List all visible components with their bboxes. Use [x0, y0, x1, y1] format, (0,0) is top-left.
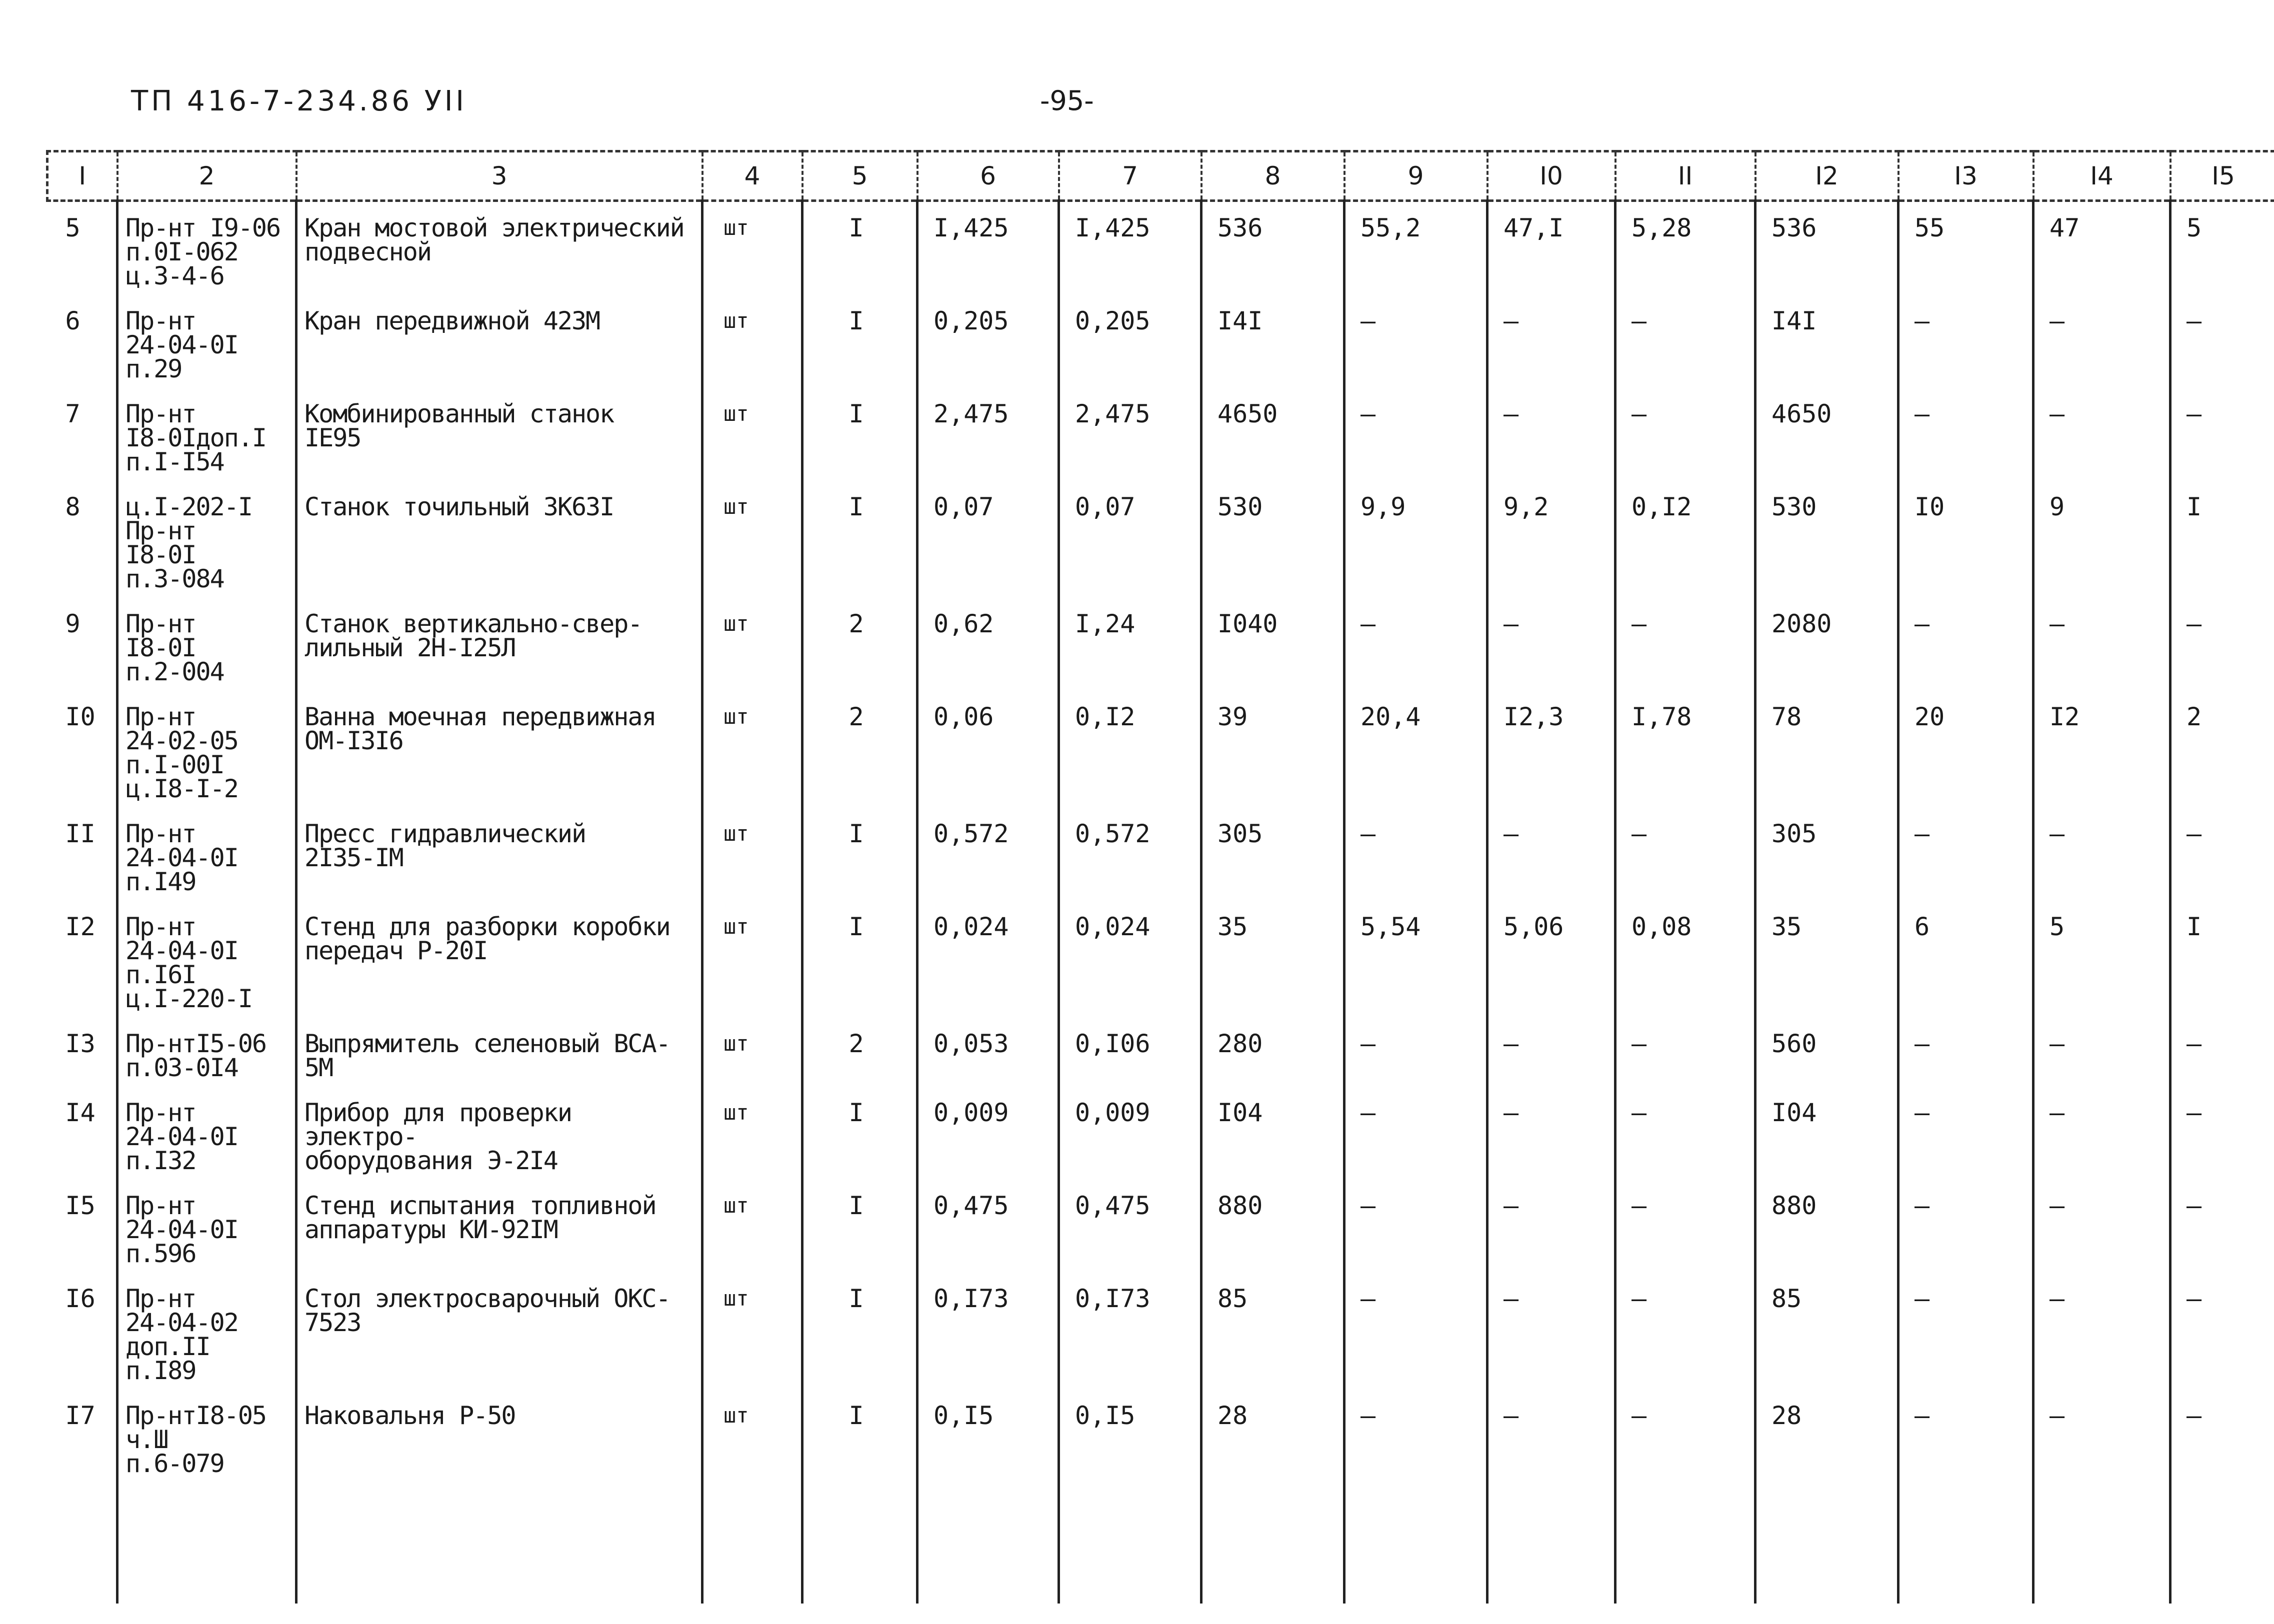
col8-cell: 880 — [1202, 1180, 1344, 1273]
quantity-cell: 2 — [802, 1018, 918, 1087]
specification-table — [46, 150, 2274, 1604]
document-header — [0, 85, 2274, 130]
table-row — [48, 1087, 2274, 1180]
col14-cell: 5 — [2034, 901, 2170, 1018]
col9-cell: – — [1344, 1273, 1488, 1390]
quantity-cell: I — [802, 481, 918, 598]
col13-cell: – — [1898, 1390, 2034, 1483]
quantity-cell: I — [802, 295, 918, 388]
column-header-7: 7 — [1059, 151, 1202, 201]
col8-cell: 530 — [1202, 481, 1344, 598]
col7-cell: 2,475 — [1059, 388, 1202, 481]
col13-cell: – — [1898, 295, 2034, 388]
column-header-14: I4 — [2034, 151, 2170, 201]
col13-cell: 55 — [1898, 201, 2034, 295]
col12-cell: 536 — [1756, 201, 1898, 295]
col11-cell: – — [1616, 388, 1756, 481]
column-header-row — [48, 151, 2274, 201]
col14-cell: – — [2034, 1390, 2170, 1483]
col11-cell: – — [1616, 1180, 1756, 1273]
empty-cell — [2170, 1483, 2274, 1604]
table-row — [48, 1273, 2274, 1390]
row-number-cell: I6 — [65, 1284, 96, 1313]
col10-cell: 47,I — [1488, 201, 1616, 295]
col6-cell: 0,06 — [918, 691, 1059, 808]
col13-cell: – — [1898, 1273, 2034, 1390]
col7-cell: 0,009 — [1059, 1087, 1202, 1180]
col15-cell: I — [2170, 481, 2274, 598]
col9-cell: – — [1344, 598, 1488, 691]
column-header-15: I5 — [2170, 151, 2274, 201]
col15-cell: – — [2170, 295, 2274, 388]
empty-cell — [1202, 1483, 1344, 1604]
reference-cell: Пр-нт 24-04-0I п.I49 — [118, 808, 296, 901]
row-number-cell: I3 — [65, 1029, 96, 1058]
table-row — [48, 201, 2274, 295]
table-row — [48, 1018, 2274, 1087]
col12-cell: 305 — [1756, 808, 1898, 901]
col7-cell: 0,I2 — [1059, 691, 1202, 808]
unit-cell: шт — [702, 901, 802, 1018]
col9-cell: 55,2 — [1344, 201, 1488, 295]
col6-cell: 0,07 — [918, 481, 1059, 598]
col9-cell: – — [1344, 1390, 1488, 1483]
col12-cell: 4650 — [1756, 388, 1898, 481]
col9-cell: – — [1344, 388, 1488, 481]
equipment-name-cell: Кран мостовой электрический подвесной — [296, 201, 702, 295]
col7-cell: 0,572 — [1059, 808, 1202, 901]
unit-cell: шт — [702, 201, 802, 295]
unit-cell: шт — [702, 388, 802, 481]
col12-cell: 2080 — [1756, 598, 1898, 691]
equipment-name-cell: Кран передвижной 423М — [296, 295, 702, 388]
col8-cell: I04 — [1202, 1087, 1344, 1180]
column-header-8: 8 — [1202, 151, 1344, 201]
col13-cell: – — [1898, 598, 2034, 691]
unit-cell: шт — [702, 1180, 802, 1273]
col8-cell: 35 — [1202, 901, 1344, 1018]
col15-cell: – — [2170, 1390, 2274, 1483]
reference-cell: Пр-нт 24-04-0I п.I32 — [118, 1087, 296, 1180]
equipment-name-cell: Ванна моечная передвижная ОМ-I3I6 — [296, 691, 702, 808]
col14-cell: – — [2034, 295, 2170, 388]
col15-cell: – — [2170, 808, 2274, 901]
col11-cell: – — [1616, 598, 1756, 691]
column-header-4: 4 — [702, 151, 802, 201]
unit-cell: шт — [702, 691, 802, 808]
col10-cell: – — [1488, 388, 1616, 481]
quantity-cell: I — [802, 901, 918, 1018]
reference-cell: Пр-нтI5-06 п.03-0I4 — [118, 1018, 296, 1087]
table-filler-row — [48, 1483, 2274, 1604]
col13-cell: – — [1898, 1087, 2034, 1180]
table-row — [48, 388, 2274, 481]
quantity-cell: 2 — [802, 691, 918, 808]
col6-cell: 2,475 — [918, 388, 1059, 481]
reference-cell: Пр-нт I9-06 п.0I-062 ц.3-4-6 — [118, 201, 296, 295]
col6-cell: 0,009 — [918, 1087, 1059, 1180]
col10-cell: – — [1488, 1390, 1616, 1483]
reference-cell: Пр-нт 24-04-0I п.596 — [118, 1180, 296, 1273]
col10-cell: – — [1488, 1180, 1616, 1273]
quantity-cell: I — [802, 1180, 918, 1273]
reference-cell: Пр-нтI8-05 ч.Ш п.6-079 — [118, 1390, 296, 1483]
col7-cell: 0,I06 — [1059, 1018, 1202, 1087]
col13-cell: – — [1898, 1180, 2034, 1273]
col14-cell: – — [2034, 598, 2170, 691]
equipment-name-cell: Прибор для проверки электро- оборудования Э-2I4 — [296, 1087, 702, 1180]
col12-cell: 85 — [1756, 1273, 1898, 1390]
quantity-cell: I — [802, 388, 918, 481]
col15-cell: I — [2170, 901, 2274, 1018]
col7-cell: 0,205 — [1059, 295, 1202, 388]
col8-cell: I040 — [1202, 598, 1344, 691]
col12-cell: 530 — [1756, 481, 1898, 598]
unit-cell: шт — [702, 808, 802, 901]
col9-cell: – — [1344, 808, 1488, 901]
col9-cell: 9,9 — [1344, 481, 1488, 598]
equipment-name-cell: Комбинированный станок IE95 — [296, 388, 702, 481]
col13-cell: I0 — [1898, 481, 2034, 598]
empty-cell — [48, 1483, 118, 1604]
col9-cell: 5,54 — [1344, 901, 1488, 1018]
reference-cell: Пр-нт I8-0I п.2-004 — [118, 598, 296, 691]
col7-cell: 0,024 — [1059, 901, 1202, 1018]
empty-cell — [1059, 1483, 1202, 1604]
col12-cell: 560 — [1756, 1018, 1898, 1087]
column-header-13: I3 — [1898, 151, 2034, 201]
col14-cell: – — [2034, 1018, 2170, 1087]
quantity-cell: I — [802, 201, 918, 295]
col10-cell: 5,06 — [1488, 901, 1616, 1018]
col11-cell: – — [1616, 1273, 1756, 1390]
page-number: -95- — [1040, 85, 1094, 116]
table-row — [48, 1390, 2274, 1483]
reference-cell: Пр-нт 24-04-02 доп.II п.I89 — [118, 1273, 296, 1390]
col8-cell: 4650 — [1202, 388, 1344, 481]
column-header-2: 2 — [118, 151, 296, 201]
col6-cell: 0,I73 — [918, 1273, 1059, 1390]
unit-cell: шт — [702, 1087, 802, 1180]
row-number-cell: 8 — [65, 492, 80, 521]
col11-cell: – — [1616, 295, 1756, 388]
col10-cell: – — [1488, 1018, 1616, 1087]
col6-cell: 0,572 — [918, 808, 1059, 901]
col11-cell: – — [1616, 1018, 1756, 1087]
col6-cell: 0,62 — [918, 598, 1059, 691]
col15-cell: – — [2170, 598, 2274, 691]
document-code: ТП 416-7-234.86 УII — [131, 85, 467, 117]
col14-cell: – — [2034, 808, 2170, 901]
col6-cell: 0,475 — [918, 1180, 1059, 1273]
column-header-1: I — [48, 151, 118, 201]
col11-cell: 0,I2 — [1616, 481, 1756, 598]
col11-cell: 5,28 — [1616, 201, 1756, 295]
unit-cell: шт — [702, 1273, 802, 1390]
equipment-name-cell: Наковальня Р-50 — [296, 1390, 702, 1483]
col15-cell: 5 — [2170, 201, 2274, 295]
quantity-cell: I — [802, 1087, 918, 1180]
quantity-cell: I — [802, 1390, 918, 1483]
col14-cell: – — [2034, 1180, 2170, 1273]
equipment-name-cell: Стол электросварочный ОКС- 7523 — [296, 1273, 702, 1390]
table-row — [48, 295, 2274, 388]
col10-cell: – — [1488, 295, 1616, 388]
equipment-name-cell: Станок точильный ЗК63I — [296, 481, 702, 598]
specification-table-container — [46, 150, 2274, 1550]
reference-cell: Пр-нт 24-02-05 п.I-00I ц.I8-I-2 — [118, 691, 296, 808]
row-number-cell: I7 — [65, 1401, 96, 1430]
col13-cell: 20 — [1898, 691, 2034, 808]
col6-cell: 0,205 — [918, 295, 1059, 388]
col8-cell: 39 — [1202, 691, 1344, 808]
col13-cell: – — [1898, 388, 2034, 481]
reference-cell: ц.I-202-I Пр-нт I8-0I п.3-084 — [118, 481, 296, 598]
empty-cell — [1756, 1483, 1898, 1604]
col8-cell: 85 — [1202, 1273, 1344, 1390]
col12-cell: I04 — [1756, 1087, 1898, 1180]
empty-cell — [1344, 1483, 1488, 1604]
row-number-cell: I5 — [65, 1191, 96, 1220]
col7-cell: 0,I73 — [1059, 1273, 1202, 1390]
col11-cell: – — [1616, 1390, 1756, 1483]
table-row — [48, 901, 2274, 1018]
col12-cell: I4I — [1756, 295, 1898, 388]
col7-cell: 0,475 — [1059, 1180, 1202, 1273]
col9-cell: – — [1344, 295, 1488, 388]
empty-cell — [296, 1483, 702, 1604]
equipment-name-cell: Пресс гидравлический 2I35-IМ — [296, 808, 702, 901]
reference-cell: Пр-нт I8-0Iдоп.I п.I-I54 — [118, 388, 296, 481]
col8-cell: 536 — [1202, 201, 1344, 295]
col9-cell: – — [1344, 1018, 1488, 1087]
col6-cell: 0,053 — [918, 1018, 1059, 1087]
unit-cell: шт — [702, 598, 802, 691]
col7-cell: 0,07 — [1059, 481, 1202, 598]
unit-cell: шт — [702, 295, 802, 388]
table-body — [48, 201, 2274, 1604]
empty-cell — [1898, 1483, 2034, 1604]
row-number-cell: 5 — [65, 213, 80, 242]
col12-cell: 35 — [1756, 901, 1898, 1018]
col12-cell: 880 — [1756, 1180, 1898, 1273]
col8-cell: 280 — [1202, 1018, 1344, 1087]
reference-cell: Пр-нт 24-04-0I п.29 — [118, 295, 296, 388]
row-number-cell: 6 — [65, 306, 80, 335]
col10-cell: – — [1488, 598, 1616, 691]
row-number-cell: 7 — [65, 399, 80, 428]
unit-cell: шт — [702, 1018, 802, 1087]
col15-cell: – — [2170, 388, 2274, 481]
empty-cell — [702, 1483, 802, 1604]
quantity-cell: 2 — [802, 598, 918, 691]
column-header-3: 3 — [296, 151, 702, 201]
equipment-name-cell: Стенд для разборки коробки передач Р-20I — [296, 901, 702, 1018]
col11-cell: 0,08 — [1616, 901, 1756, 1018]
col10-cell: – — [1488, 1273, 1616, 1390]
column-header-11: II — [1616, 151, 1756, 201]
col7-cell: I,425 — [1059, 201, 1202, 295]
quantity-cell: I — [802, 1273, 918, 1390]
col14-cell: – — [2034, 388, 2170, 481]
col7-cell: I,24 — [1059, 598, 1202, 691]
col10-cell: I2,3 — [1488, 691, 1616, 808]
col8-cell: 28 — [1202, 1390, 1344, 1483]
col10-cell: 9,2 — [1488, 481, 1616, 598]
col11-cell: – — [1616, 808, 1756, 901]
equipment-name-cell: Выпрямитель селеновый ВСА- 5М — [296, 1018, 702, 1087]
reference-cell: Пр-нт 24-04-0I п.I6I ц.I-220-I — [118, 901, 296, 1018]
column-header-10: I0 — [1488, 151, 1616, 201]
unit-cell: шт — [702, 481, 802, 598]
col15-cell: – — [2170, 1180, 2274, 1273]
col15-cell: – — [2170, 1087, 2274, 1180]
col15-cell: – — [2170, 1018, 2274, 1087]
col15-cell: – — [2170, 1273, 2274, 1390]
table-row — [48, 808, 2274, 901]
row-number-cell: 9 — [65, 609, 80, 638]
equipment-name-cell: Стенд испытания топливной аппаратуры КИ-92IМ — [296, 1180, 702, 1273]
row-number-cell: II — [65, 819, 96, 848]
col8-cell: 305 — [1202, 808, 1344, 901]
col13-cell: 6 — [1898, 901, 2034, 1018]
column-header-9: 9 — [1344, 151, 1488, 201]
col9-cell: – — [1344, 1180, 1488, 1273]
col13-cell: – — [1898, 1018, 2034, 1087]
col11-cell: I,78 — [1616, 691, 1756, 808]
col6-cell: 0,I5 — [918, 1390, 1059, 1483]
col9-cell: – — [1344, 1087, 1488, 1180]
table-row — [48, 691, 2274, 808]
col7-cell: 0,I5 — [1059, 1390, 1202, 1483]
empty-cell — [1616, 1483, 1756, 1604]
col13-cell: – — [1898, 808, 2034, 901]
unit-cell: шт — [702, 1390, 802, 1483]
equipment-name-cell: Станок вертикально-свер- лильный 2Н-I25Л — [296, 598, 702, 691]
col14-cell: 47 — [2034, 201, 2170, 295]
column-header-6: 6 — [918, 151, 1059, 201]
empty-cell — [802, 1483, 918, 1604]
col15-cell: 2 — [2170, 691, 2274, 808]
col14-cell: I2 — [2034, 691, 2170, 808]
empty-cell — [2034, 1483, 2170, 1604]
column-header-5: 5 — [802, 151, 918, 201]
col14-cell: – — [2034, 1273, 2170, 1390]
empty-cell — [1488, 1483, 1616, 1604]
col10-cell: – — [1488, 1087, 1616, 1180]
table-row — [48, 481, 2274, 598]
col8-cell: I4I — [1202, 295, 1344, 388]
col6-cell: I,425 — [918, 201, 1059, 295]
row-number-cell: I0 — [65, 702, 96, 731]
empty-cell — [918, 1483, 1059, 1604]
quantity-cell: I — [802, 808, 918, 901]
column-header-12: I2 — [1756, 151, 1898, 201]
row-number-cell: I4 — [65, 1098, 96, 1127]
row-number-cell: I2 — [65, 912, 96, 941]
empty-cell — [118, 1483, 296, 1604]
col12-cell: 78 — [1756, 691, 1898, 808]
col14-cell: – — [2034, 1087, 2170, 1180]
col14-cell: 9 — [2034, 481, 2170, 598]
table-row — [48, 598, 2274, 691]
col11-cell: – — [1616, 1087, 1756, 1180]
col9-cell: 20,4 — [1344, 691, 1488, 808]
col12-cell: 28 — [1756, 1390, 1898, 1483]
col6-cell: 0,024 — [918, 901, 1059, 1018]
table-row — [48, 1180, 2274, 1273]
col10-cell: – — [1488, 808, 1616, 901]
